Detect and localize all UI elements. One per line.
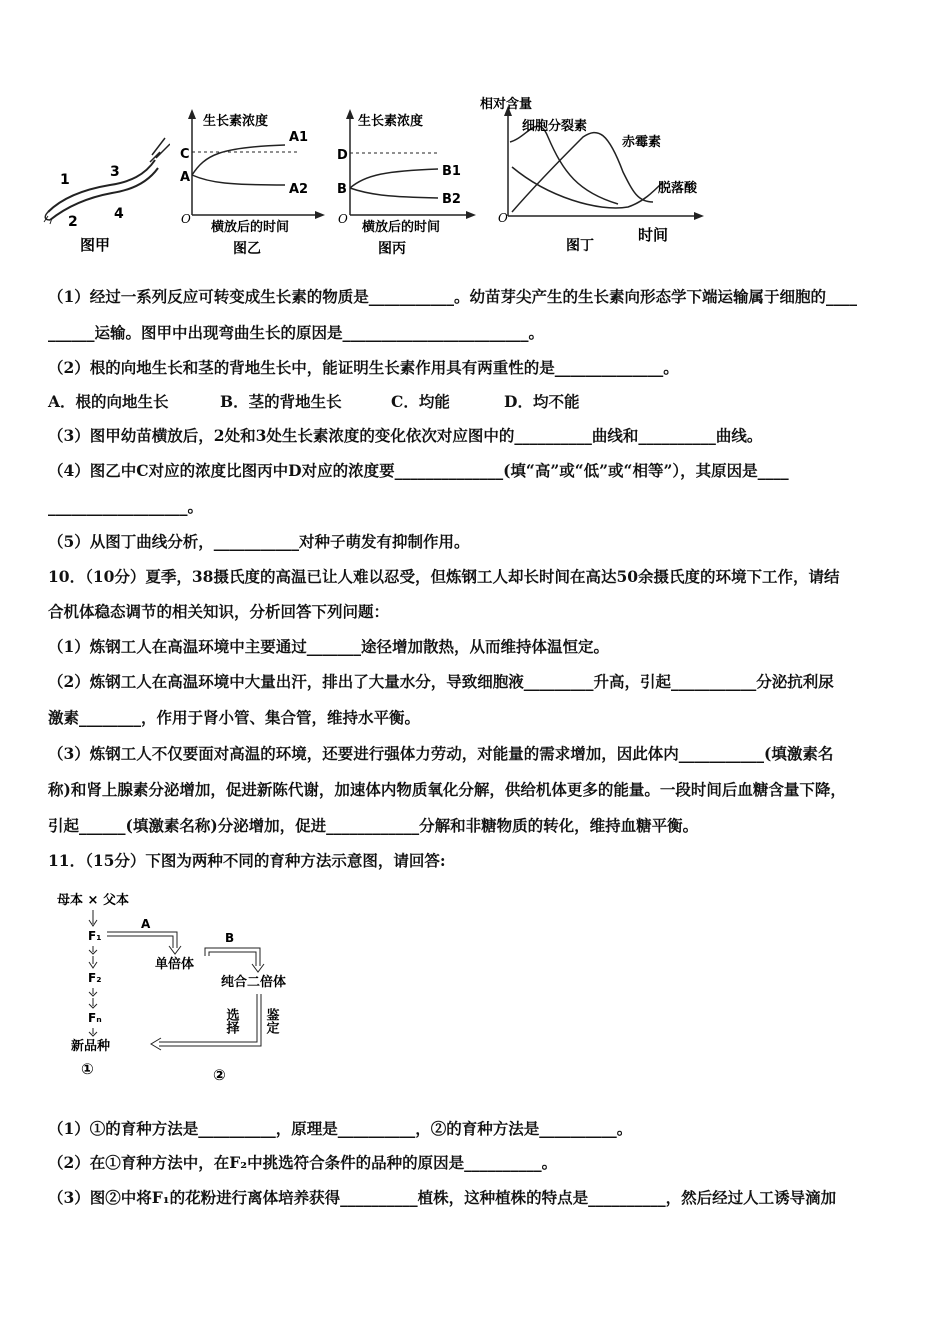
label-a: A xyxy=(180,170,191,185)
q10-line-5: 激素________，作用于肾小管、集合管，维持水平衡。 xyxy=(48,708,421,727)
origin-bing: O xyxy=(338,212,348,226)
label-b: B xyxy=(337,182,347,197)
q11-line-4: （3）图②中将F₁的花粉进行离体培养获得__________植株，这种植株的特点是__________，然后经过人工诱导滴加 xyxy=(48,1188,837,1207)
label-1: 1 xyxy=(60,172,70,188)
method-2-label: ② xyxy=(213,1066,226,1084)
graph-yi xyxy=(175,105,325,265)
q9-line-5: （3）图甲幼苗横放后，2处和3处生长素浓度的变化依次对应图中的__________曲线和__________曲线。 xyxy=(48,426,763,445)
q11-line-1: 11．（15分）下图为两种不同的育种方法示意图，请回答: xyxy=(48,851,446,870)
ylabel-bing: 生长素浓度 xyxy=(358,114,424,129)
graph-ding xyxy=(478,92,718,252)
select-label: 选择 xyxy=(223,1008,239,1034)
q9-line-3: （2）根的向地生长和茎的背地生长中，能证明生长素作用具有两重性的是______________。 xyxy=(48,358,679,377)
q9-line-2: ______运输。图甲中出现弯曲生长的原因是________________________。 xyxy=(48,323,545,342)
q11-line-2: （1）①的育种方法是__________，原理是__________，②的育种方法是__________。 xyxy=(48,1119,633,1138)
q11-line-3: （2）在①育种方法中，在F₂中挑选符合条件的品种的原因是__________。 xyxy=(48,1153,558,1172)
pure-diploid-label: 纯合二倍体 xyxy=(221,975,287,990)
q10-line-3: （1）炼钢工人在高温环境中主要通过_______途径增加散热，从而维持体温恒定。 xyxy=(48,637,610,656)
figure-ding xyxy=(478,92,718,252)
origin-yi: O xyxy=(181,212,191,226)
f1-label: F₁ xyxy=(88,929,102,943)
label-2: 2 xyxy=(68,214,78,230)
q10-line-8: 引起______(填激素名称)分泌增加，促进____________分解和非糖物质的转化，维持血糖平衡。 xyxy=(48,816,699,835)
q10-line-2: 合机体稳态调节的相关知识，分析回答下列问题： xyxy=(48,602,390,621)
option-b: B．茎的背地生长 xyxy=(220,392,342,411)
series-gibberellin: 赤霉素 xyxy=(622,135,662,150)
parents-label: 母本 × 父本 xyxy=(57,893,129,908)
haploid-label: 单倍体 xyxy=(155,957,195,972)
breeding-diagram xyxy=(55,890,315,1090)
q9-line-1: （1）经过一系列反应可转变成生长素的物质是___________。幼苗芽尖产生的生长素向形态学下端运输属于细胞的____ xyxy=(48,287,858,306)
label-c: C xyxy=(180,147,190,162)
q10-line-6: （3）炼钢工人不仅要面对高温的环境，还要进行强体力劳动，对能量的需求增加，因此体内___________(填激素名 xyxy=(48,744,834,763)
figure-bing xyxy=(330,105,480,265)
xlabel-ding: 时间 xyxy=(638,226,669,244)
option-c: C．均能 xyxy=(391,392,450,411)
q9-line-8: （5）从图丁曲线分析，___________对种子萌发有抑制作用。 xyxy=(48,532,470,551)
label-b1: B1 xyxy=(442,164,461,179)
option-a: A．根的向地生长 xyxy=(48,392,169,411)
graph-bing xyxy=(330,105,480,265)
xlabel-bing: 横放后的时间 xyxy=(362,220,441,235)
q10-line-4: （2）炼钢工人在高温环境中大量出汗，排出了大量水分，导致细胞液_________升高，引起___________分泌抗利尿 xyxy=(48,672,834,691)
figure-yi xyxy=(175,105,325,265)
ylabel-ding: 相对含量 xyxy=(480,97,533,112)
path-a-label: A xyxy=(141,917,151,931)
q9-line-6: （4）图乙中C对应的浓度比图丙中D对应的浓度要______________(填“高”或“低”或“相等”），其原因是____ xyxy=(48,461,789,480)
q10-line-1: 10．（10分）夏季，38摄氏度的高温已让人难以忍受，但炼钢工人却长时间在高达50余摄氏度的环境下工作，请结 xyxy=(48,567,840,586)
f2-label: F₂ xyxy=(88,971,102,985)
series-cytokinin: 细胞分裂素 xyxy=(522,119,588,134)
label-4: 4 xyxy=(114,206,124,222)
label-b2: B2 xyxy=(442,192,461,207)
label-a1: A1 xyxy=(289,130,309,145)
option-d: D．均不能 xyxy=(504,392,580,411)
fn-label: Fₙ xyxy=(88,1011,102,1025)
path-b-label: B xyxy=(225,931,235,945)
seedling-diagram xyxy=(40,130,170,260)
label-d: D xyxy=(337,148,348,163)
method-1-label: ① xyxy=(81,1060,94,1078)
caption-jia: 图甲 xyxy=(80,236,111,254)
identify-label: 鉴定 xyxy=(263,1008,279,1034)
new-variety-label: 新品种 xyxy=(71,1039,111,1054)
q9-line-7: __________________。 xyxy=(48,497,204,516)
label-a2: A2 xyxy=(289,182,309,197)
series-abscisic-acid: 脱落酸 xyxy=(658,181,698,196)
caption-ding: 图丁 xyxy=(566,238,594,252)
figure-jia xyxy=(40,130,170,260)
breeding-svg xyxy=(55,890,315,1090)
ylabel-yi: 生长素浓度 xyxy=(203,114,269,129)
caption-yi: 图乙 xyxy=(233,241,261,257)
origin-ding: O xyxy=(498,211,508,225)
label-3: 3 xyxy=(110,164,120,180)
q10-line-7: 称)和肾上腺素分泌增加，促进新陈代谢，加速体内物质氧化分解，供给机体更多的能量。一段时间后血糖含量下降， xyxy=(48,780,846,799)
xlabel-yi: 横放后的时间 xyxy=(211,220,290,235)
caption-bing: 图丙 xyxy=(378,241,406,257)
